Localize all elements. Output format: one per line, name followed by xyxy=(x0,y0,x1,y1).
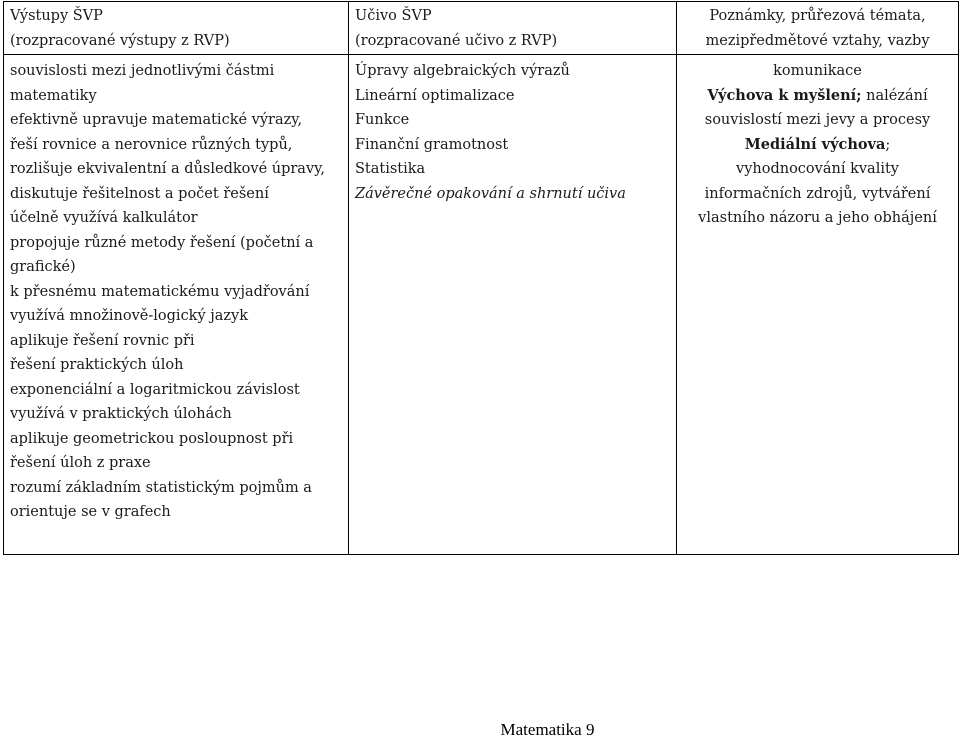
header-topics-line: Učivo ŠVP xyxy=(355,8,432,24)
curriculum-table xyxy=(3,1,959,555)
header-notes xyxy=(677,2,959,55)
output-line: souvislosti mezi jednotlivými částmi xyxy=(10,63,275,79)
note-line: informačních zdrojů, vytváření xyxy=(704,185,931,202)
output-line: řešení praktických úloh xyxy=(10,357,184,373)
outputs-cell xyxy=(4,55,349,555)
topic-line: Závěrečné opakování a shrnutí učiva xyxy=(355,185,626,202)
note-line xyxy=(683,84,952,109)
note-line: komunikace xyxy=(773,63,862,79)
output-line: řešení úloh z praxe xyxy=(10,455,151,471)
note-line: vlastního názoru a jeho obhájení xyxy=(698,210,937,226)
topic-line: Finanční gramotnost xyxy=(355,136,509,153)
output-line: využívá v praktických úlohách xyxy=(10,406,232,422)
header-notes-line: Poznámky, průřezová témata, xyxy=(709,8,926,24)
output-line: aplikuje geometrickou posloupnost při xyxy=(10,430,294,447)
output-line: propojuje různé metody řešení (početní a xyxy=(10,234,314,251)
topic-line: Statistika xyxy=(355,161,426,177)
output-line: aplikuje řešení rovnic při xyxy=(10,332,195,349)
topic-line: Lineární optimalizace xyxy=(355,87,515,104)
output-line: orientuje se v grafech xyxy=(10,504,171,520)
output-line: exponenciální a logaritmickou závislost xyxy=(10,381,300,398)
header-topics-line: (rozpracované učivo z RVP) xyxy=(355,32,558,49)
cross-topic-thinking: Výchova k myšlení; xyxy=(707,86,862,104)
output-line: účelně využívá kalkulátor xyxy=(10,210,198,226)
note-line: souvislostí mezi jevy a procesy xyxy=(704,112,931,128)
header-outputs-line: (rozpracované výstupy z RVP) xyxy=(10,32,230,49)
output-line: diskutuje řešitelnost a počet řešení xyxy=(10,185,269,202)
topic-line: Funkce xyxy=(355,112,410,128)
cross-topic-media: Mediální výchova xyxy=(744,135,886,153)
note-text: ; xyxy=(885,136,891,153)
note-text: nalézání xyxy=(861,87,928,104)
topics-cell xyxy=(349,55,677,555)
header-outputs xyxy=(4,2,349,55)
output-line: matematiky xyxy=(10,87,97,104)
output-line: grafické) xyxy=(10,259,76,275)
header-outputs-line: Výstupy ŠVP xyxy=(10,8,103,24)
topic-line: Úpravy algebraických výrazů xyxy=(355,63,570,79)
output-line: rozumí základním statistickým pojmům a xyxy=(10,479,312,496)
note-line: vyhodnocování kvality xyxy=(736,161,899,177)
header-notes-line: mezipředmětové vztahy, vazby xyxy=(705,32,930,49)
page-footer: Matematika 9 xyxy=(500,720,595,739)
note-line xyxy=(683,133,952,158)
content-row xyxy=(4,55,959,555)
output-line: rozlišuje ekvivalentní a důsledkové úpravy, xyxy=(10,161,326,177)
output-line: efektivně upravuje matematické výrazy, xyxy=(10,112,303,128)
notes-cell xyxy=(677,55,959,555)
header-topics xyxy=(349,2,677,55)
output-line: k přesnému matematickému vyjadřování xyxy=(10,283,310,300)
header-row xyxy=(4,2,959,55)
output-line: řeší rovnice a nerovnice různých typů, xyxy=(10,136,293,153)
output-line: využívá množinově-logický jazyk xyxy=(10,308,249,324)
